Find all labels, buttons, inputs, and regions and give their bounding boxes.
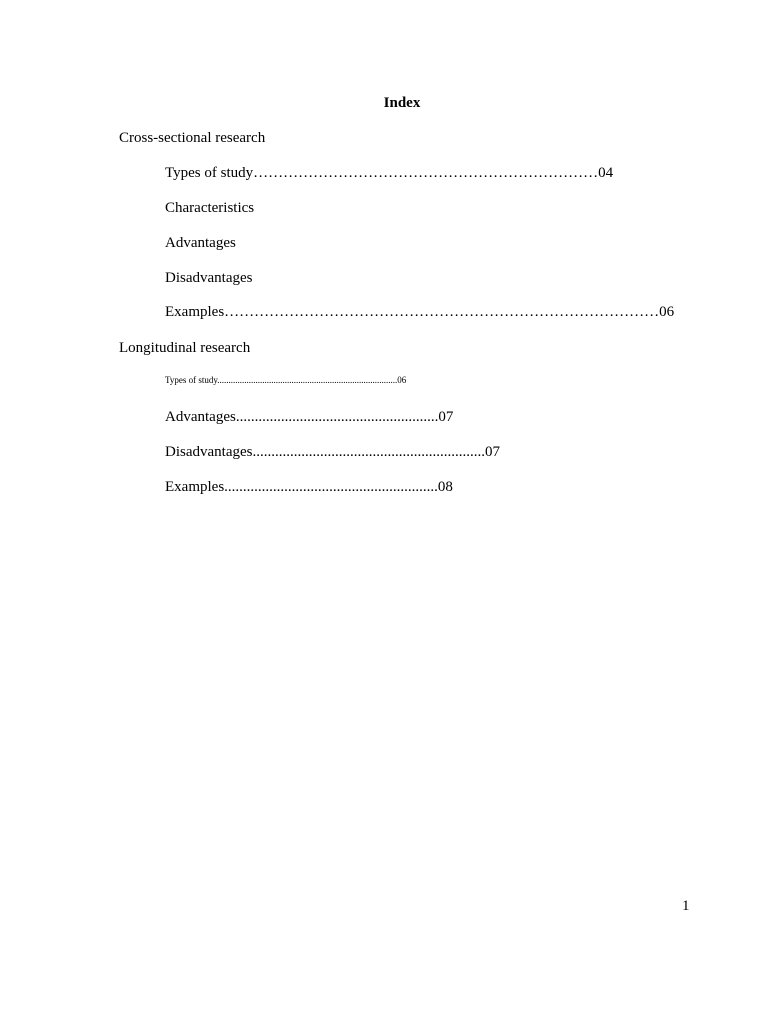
toc-entry-page: 07 [438,409,454,425]
toc-entry-label: Disadvantages [165,444,253,460]
toc-entry-leader: …………………………………………………………………………… [224,304,660,320]
toc-entry-label: Disadvantages [165,270,253,286]
toc-entry [165,407,453,427]
toc-entry-label: Types of study [165,375,218,385]
footer-page-number: 1 [682,898,690,914]
toc-entry [165,477,453,497]
toc-entry-label: Examples [165,304,225,320]
toc-entry-page: 08 [437,479,453,495]
toc-entry [165,163,613,183]
toc-entry [165,374,406,386]
toc-entry-leader: ...................................................... [235,409,439,425]
toc-entry-page: 04 [598,165,614,181]
toc-entry [165,268,252,288]
section-heading-cross-sectional: Cross-sectional research [119,130,266,146]
toc-entry-leader: .............................................................. [252,444,485,460]
toc-entry-page: 06 [397,375,407,385]
section-heading-longitudinal: Longitudinal research [119,340,251,356]
index-title: Index [383,95,421,111]
toc-entry-page: 07 [484,444,500,460]
toc-entry-leader: ................................................................................ [217,375,398,385]
toc-entry-label: Types of study [165,165,254,181]
toc-entry [165,233,236,253]
toc-entry-leader: …………………………………………………………… [253,165,599,181]
toc-entry [165,442,500,462]
toc-entry [165,302,674,322]
toc-entry-label: Advantages [165,235,236,251]
toc-entry [165,198,254,218]
toc-entry-leader: ......................................................... [224,479,438,495]
toc-entry-label: Advantages [165,409,236,425]
toc-entry-label: Examples [165,479,225,495]
toc-entry-label: Characteristics [165,200,255,216]
toc-entry-page: 06 [659,304,675,320]
